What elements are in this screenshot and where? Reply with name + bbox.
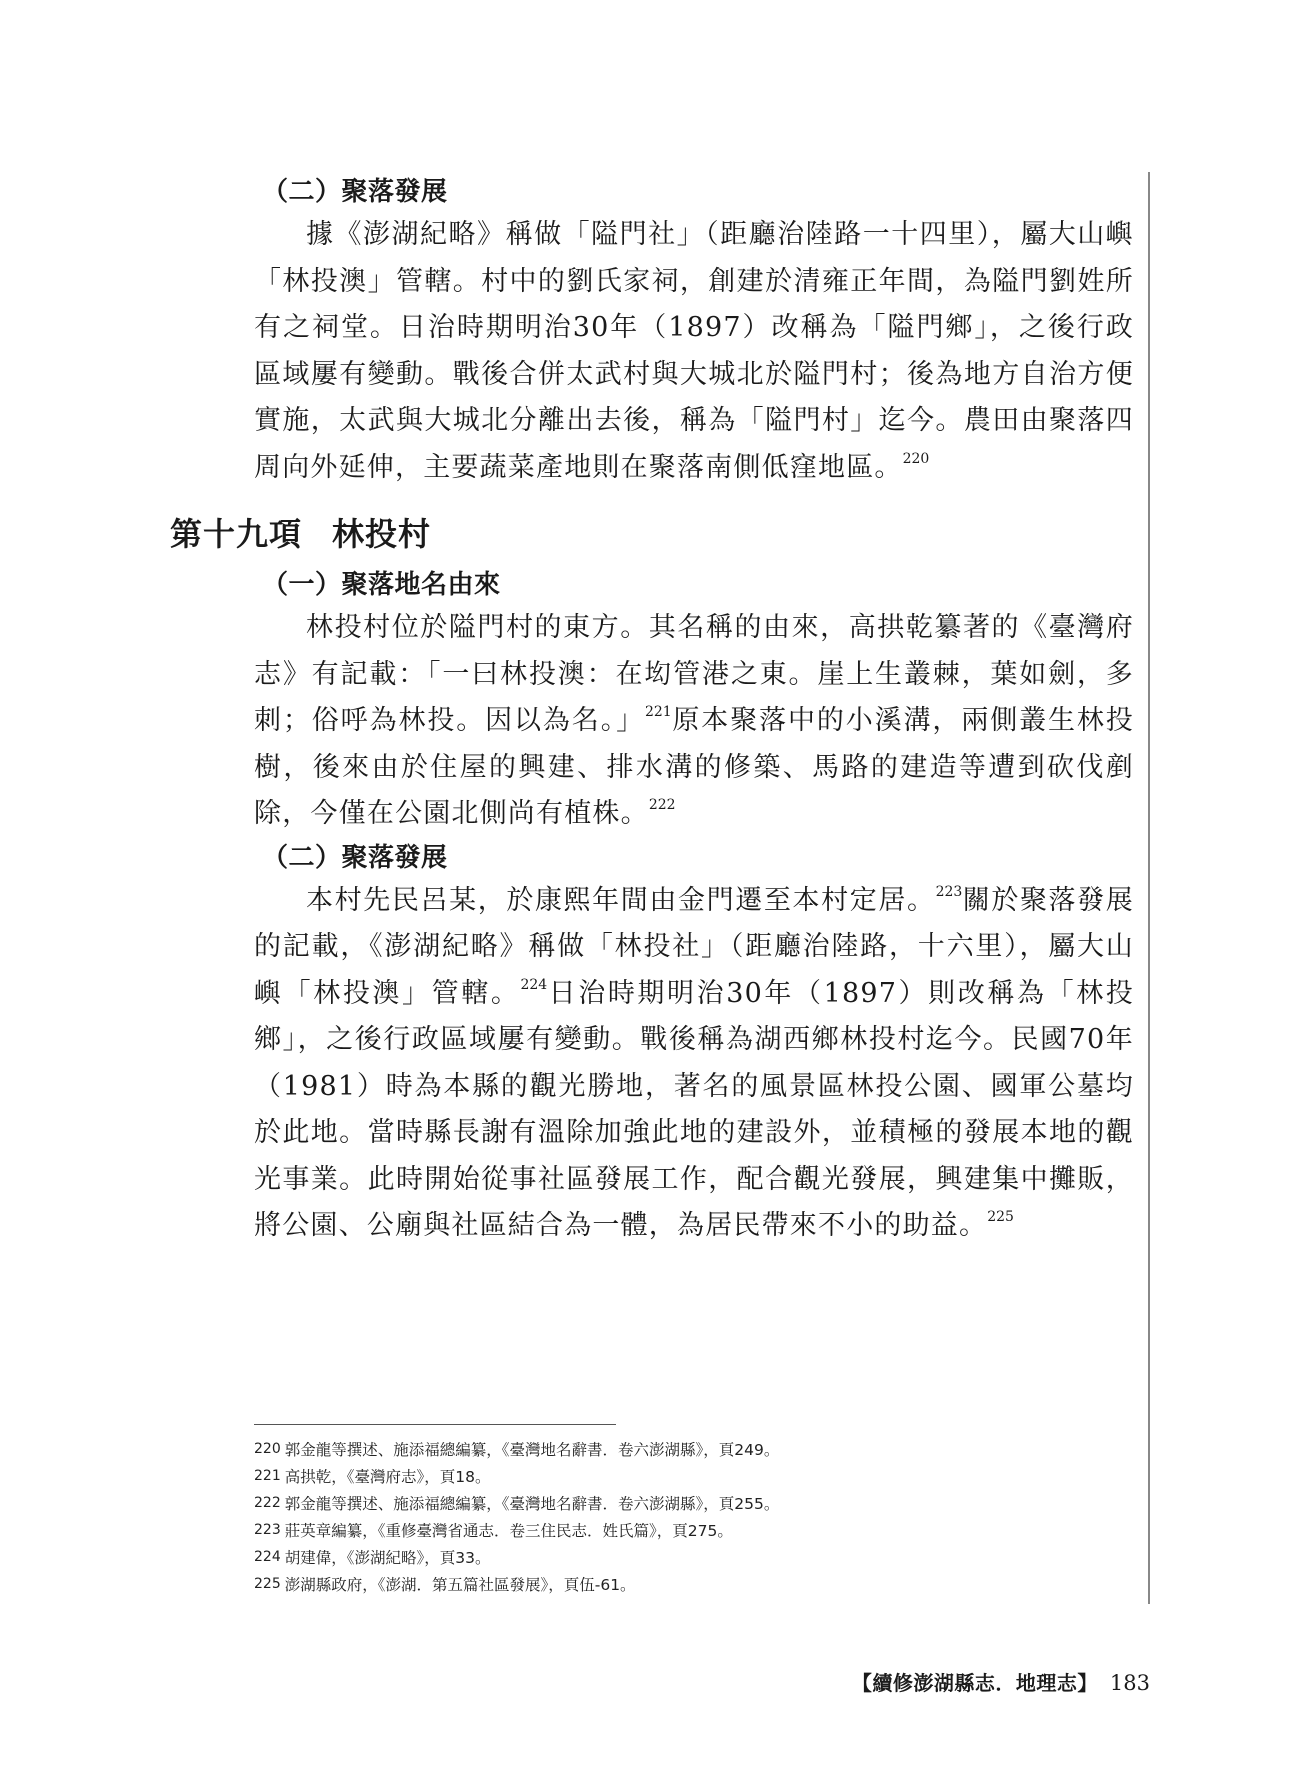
- paragraph-development: 本村先民呂某，於康熙年間由金門遷至本村定居。$^{223}$關於聚落發展的記載，《澎湖紀略》稱做「林投社」（距廳治陸路，十六里），屬大山嶼「林投澳」管轄。$^{224}$日治時期明治30年（1897）則改稱為「林投鄉」，之後行政區域屢有變動。戰後稱為湖西鄉林投村迄今。民國70年（1981）時為本縣的觀光勝地，著名的風景區林投公園、國軍公墓均於此地。當時縣長謝有溫除加強此地的建設外，並積極的發展本地的觀光事業。此時開始從事社區發展工作，配合觀光發展，興建集中攤販，將公園、公廟與社區結合為一體，為居民帶來不小的助益。$^{225}$: [254, 883, 1134, 1241]
- page-footer: [852, 1670, 1150, 1696]
- margin-rule: [1148, 172, 1150, 1604]
- footnote-text: 胡建偉，《澎湖紀略》，頁33。: [284, 1549, 491, 1567]
- running-title: 【續修澎湖縣志．地理志】: [851, 1671, 1098, 1695]
- footnote-number: 221: [254, 1468, 281, 1484]
- section-heading: [170, 512, 431, 556]
- footnote-text: 郭金龍等撰述、施添福總編纂，《臺灣地名辭書．卷六澎湖縣》，頁249。: [284, 1441, 780, 1459]
- footnote: [254, 1571, 1134, 1598]
- footnote-ref[interactable]: 225: [987, 1209, 1014, 1225]
- section-number: 第十九項: [170, 515, 303, 553]
- footnote-number: 220: [254, 1441, 281, 1457]
- footnote-ref[interactable]: 223: [935, 883, 963, 900]
- footnote: [254, 1436, 1134, 1463]
- subsection-heading-origin: （一）聚落地名由來: [262, 570, 501, 600]
- footnote-text: 高拱乾，《臺灣府志》，頁18。: [284, 1468, 491, 1486]
- paragraph-origin: 林投村位於隘門村的東方。其名稱的由來，高拱乾纂著的《臺灣府志》有記載：「一曰林投澳：在㘭管港之東。崖上生叢棘，葉如劍，多刺；俗呼為林投。因以為名。」$^{221}$原本聚落中的小溪溝，兩側叢生林投樹，後來由於住屋的興建、排水溝的修築、馬路的建造等遭到砍伐剷除，今僅在公園北側尚有植株。$^{222}$: [254, 612, 1134, 829]
- footnote: [254, 1517, 1134, 1544]
- footnote-number: 222: [254, 1495, 281, 1511]
- section-18-settlement-development: [254, 172, 1134, 491]
- footnote-text: 莊英章編纂，《重修臺灣省通志．卷三住民志．姓氏篇》，頁275。: [284, 1522, 733, 1540]
- footnote: [254, 1544, 1134, 1571]
- footnote-ref[interactable]: 220: [902, 450, 930, 467]
- subsection-heading-development: （二）聚落發展: [262, 842, 448, 873]
- footnotes: [254, 1436, 1134, 1598]
- section-19-content: [254, 565, 1134, 1250]
- section-title: 林投村: [332, 515, 432, 553]
- footnote-number: 223: [254, 1522, 281, 1538]
- footnote-ref[interactable]: 222: [648, 797, 676, 813]
- page-number: 183: [1109, 1671, 1150, 1695]
- footnote-ref[interactable]: 224: [520, 976, 548, 993]
- paragraph: 據《澎湖紀略》稱做「隘門社」（距廳治陸路一十四里），屬大山嶼「林投澳」管轄。村中的劉氏家祠，創建於清雍正年間，為隘門劉姓所有之祠堂。日治時期明治30年（1897）改稱為「隘門鄉」，之後行政區域屢有變動。戰後合併太武村與大城北於隘門村；後為地方自治方便實施，太武與大城北分離出去後，稱為「隘門村」迄今。農田由聚落四周向外延伸，主要蔬菜產地則在聚落南側低窪地區。$^{220}$: [254, 219, 1134, 483]
- footnote-ref[interactable]: 221: [644, 704, 672, 720]
- footnote-number: 225: [254, 1576, 281, 1592]
- footnote-number: 224: [254, 1549, 281, 1565]
- footnote: [254, 1490, 1134, 1517]
- subsection-heading: （二）聚落發展: [262, 177, 448, 207]
- footnote-divider: [254, 1424, 616, 1425]
- footnote-text: 郭金龍等撰述、施添福總編纂，《臺灣地名辭書．卷六澎湖縣》，頁255。: [284, 1495, 780, 1513]
- footnote: [254, 1463, 1134, 1490]
- footnote-text: 澎湖縣政府，《澎湖．第五篇社區發展》，頁伍-61。: [284, 1576, 636, 1594]
